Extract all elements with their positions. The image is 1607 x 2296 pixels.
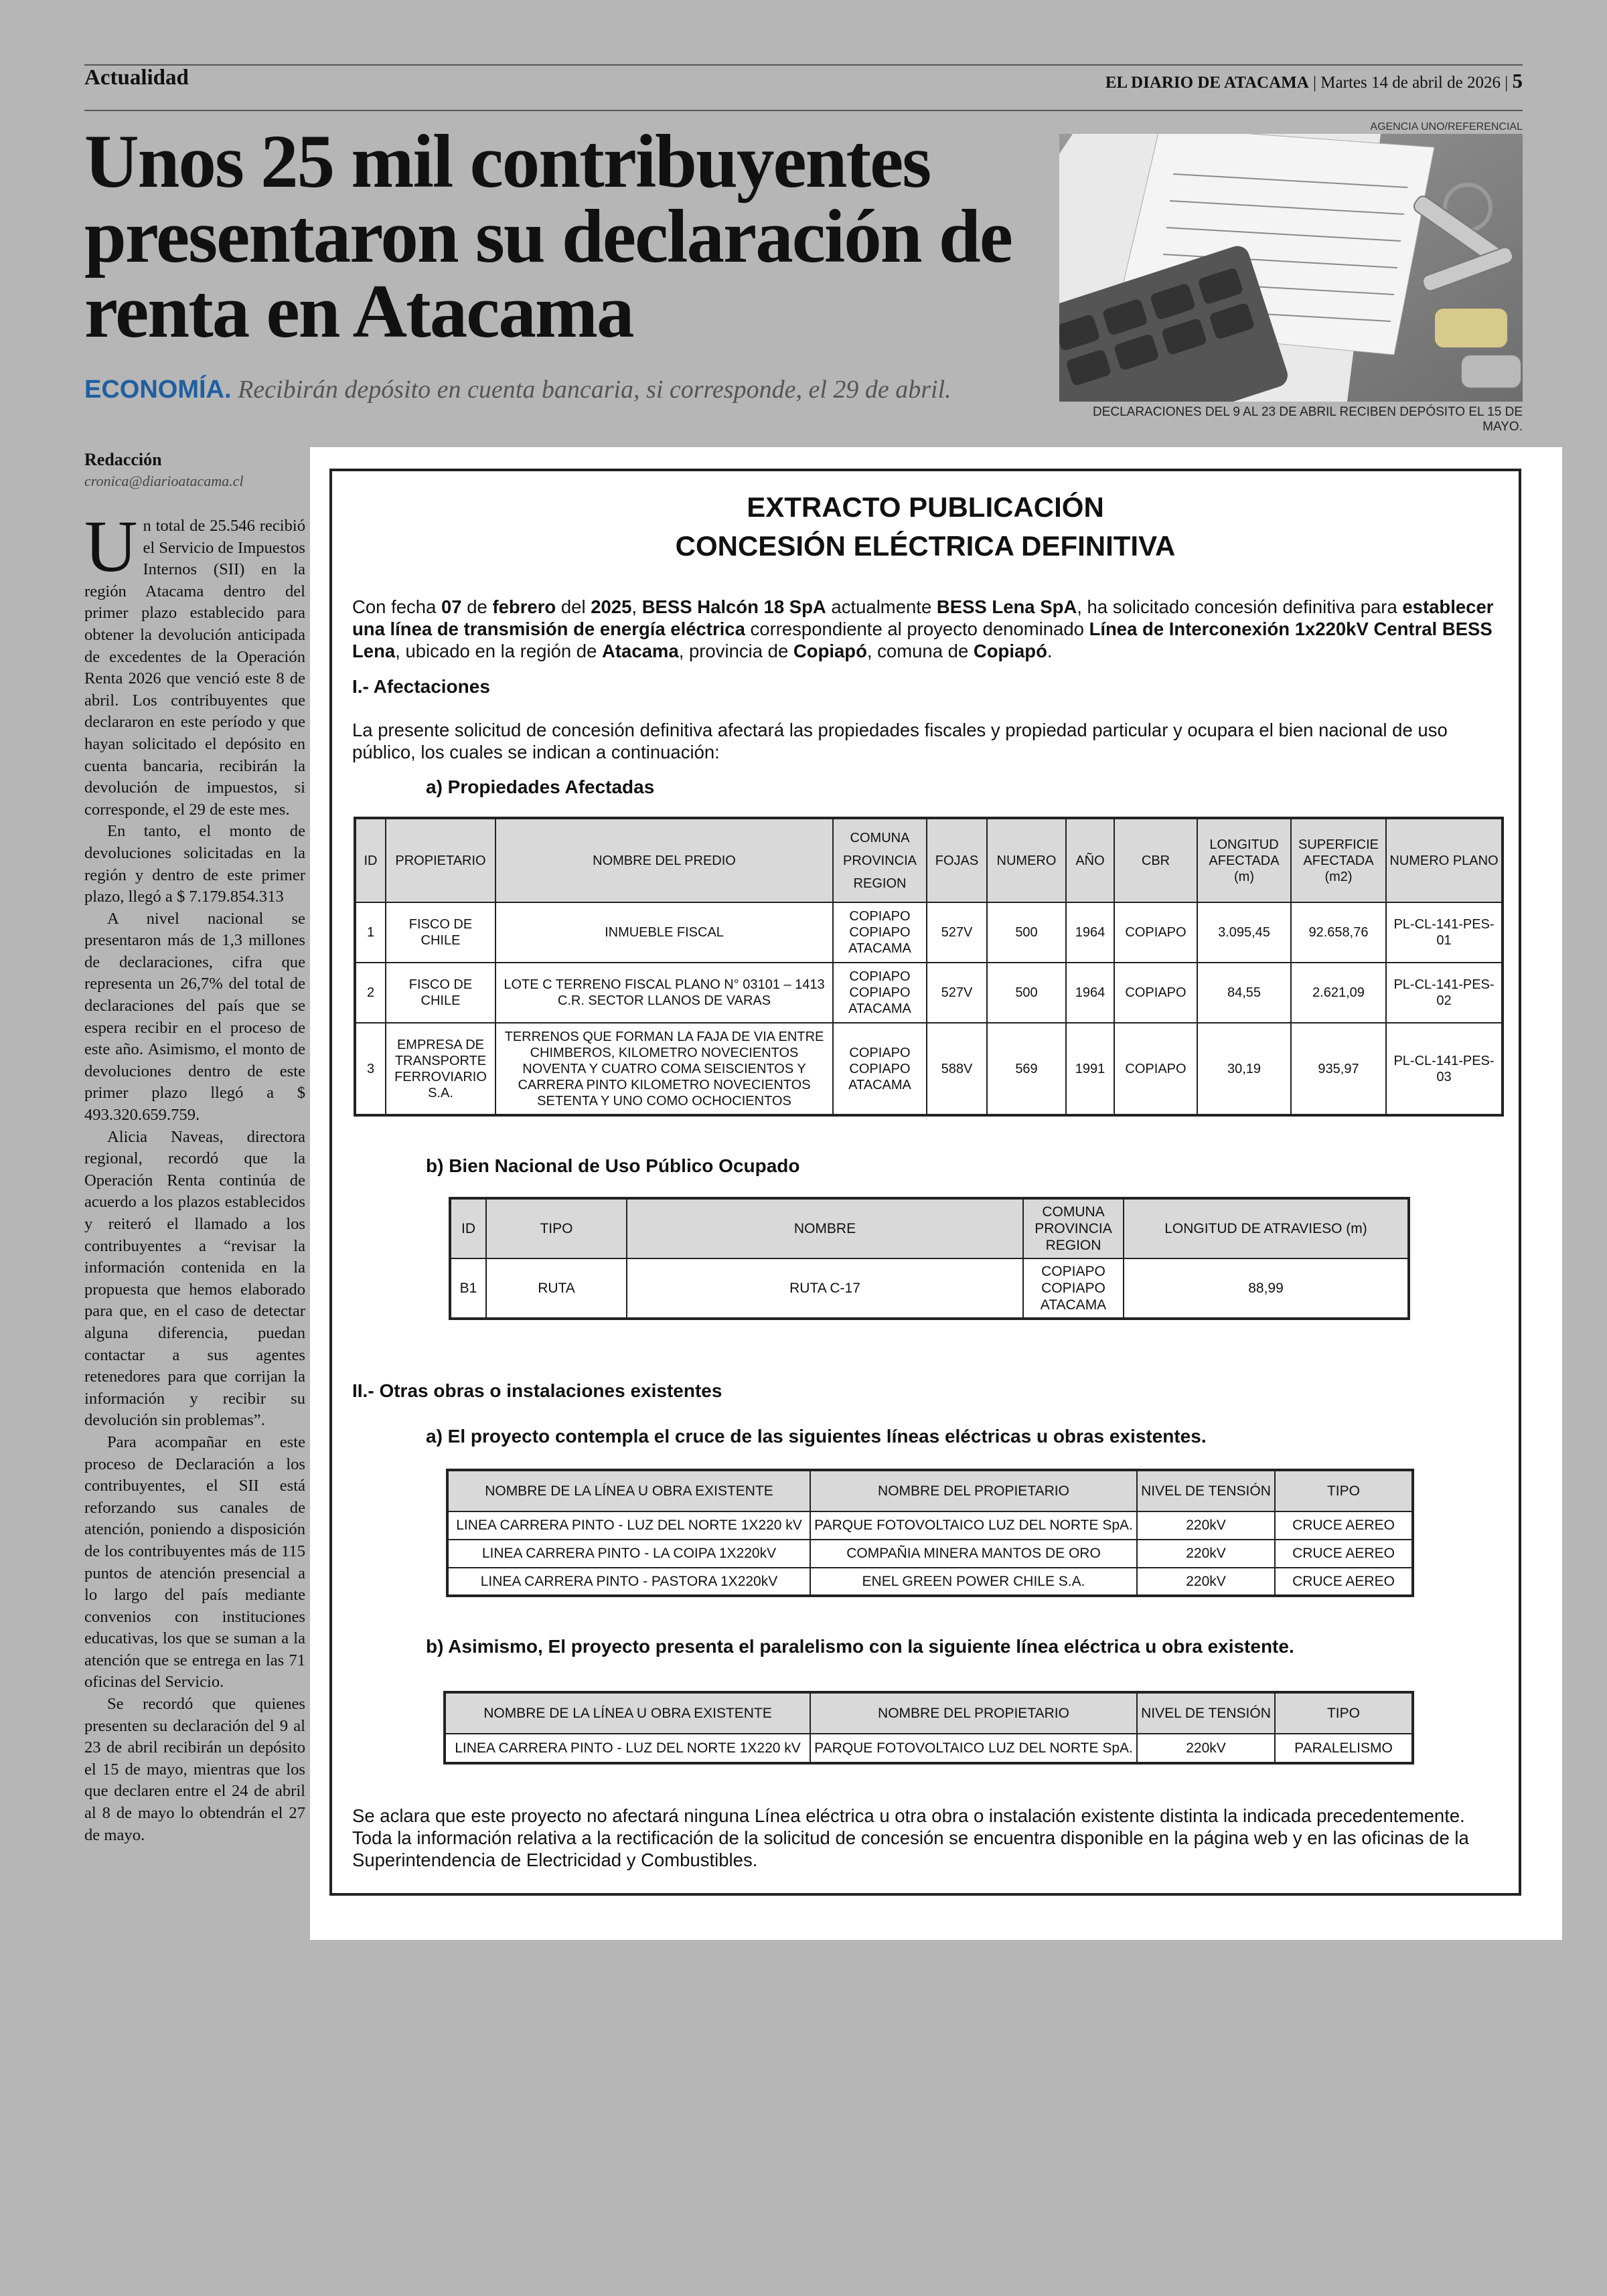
th-comuna: COMUNA PROVINCIA REGION [833, 818, 927, 902]
subsection-propiedades: a) Propiedades Afectadas [426, 776, 655, 797]
table-row: LINEA CARRERA PINTO - LUZ DEL NORTE 1X220 kV PARQUE FOTOVOLTAICO LUZ DEL NORTE SpA. 220kV PARALELISMO [445, 1734, 1413, 1763]
kicker [84, 375, 951, 404]
newspaper-name: EL DIARIO DE ATACAMA [1105, 74, 1309, 92]
notice-subtitle: CONCESIÓN ELÉCTRICA DEFINITIVA [675, 530, 1176, 562]
table-row: 3 EMPRESA DE TRANSPORTE FERROVIARIO S.A. TERRENOS QUE FORMAN LA FAJA DE VIA ENTRE CHIMBEROS, KILOMETRO NOVECIENTOS NOVENTA Y CUATRO COMA SEISCIENTOS Y CARRERA PINTO KILOMETRO NOVECIENTOS SETENTA Y UNO COMO OCHOCIENTOS COPIAPO COPIAPO ATACAMA 588V 569 1991 COPIAPO 30,19 935,97 PL-CL-141-PES-03 [355, 1023, 1503, 1115]
table-header-row: NOMBRE DE LA LÍNEA U OBRA EXISTENTE NOMBRE DEL PROPIETARIO NIVEL DE TENSIÓN TIPO [445, 1692, 1413, 1734]
th-cbr: CBR [1114, 818, 1197, 902]
section-afectaciones: I.- Afectaciones [352, 676, 490, 697]
article-paragraph: Se recordó que quienes presenten su declaración del 9 al 23 de abril recibirán un depósito el 15 de mayo, mientras que los que declaren entre el 24 de abril al 8 de mayo lo obtendrán el 27 de mayo. [84, 1695, 305, 1844]
page-number: 5 [1512, 69, 1523, 92]
issue-date: Martes 14 de abril de 2026 [1320, 74, 1501, 92]
section-otras-obras: II.- Otras obras o instalaciones existentes [352, 1380, 722, 1401]
properties-table [354, 817, 1504, 1117]
parallel-lines-table [443, 1691, 1414, 1765]
section-label: Actualidad [84, 66, 189, 90]
table-header-row: ID TIPO NOMBRE COMUNA PROVINCIA REGION LONGITUD DE ATRAVIESO (m) [450, 1198, 1409, 1258]
article-paragraph: Para acompañar en este proceso de Declaración a los contribuyentes, el SII está reforzando sus canales de atención, poniendo a disposición de los contribuyentes más de 115 puntos de atención presencial a lo largo del país mediante convenios con instituciones educativas, los que se suman a la atención que se entrega en las 71 oficinas del Servicio. [84, 1432, 305, 1692]
author-email[interactable]: cronica@diarioatacama.cl [84, 473, 244, 489]
kicker-text: Recibirán depósito en cuenta bancaria, si corresponde, el 29 de abril. [238, 376, 951, 404]
photo-caption: DECLARACIONES DEL 9 AL 23 DE ABRIL RECIBEN DEPÓSITO EL 15 DE MAYO. [1092, 405, 1523, 434]
table-header-row [355, 818, 1503, 902]
th-propietario: PROPIETARIO [386, 818, 495, 902]
header-rule [84, 110, 1523, 111]
th-nombre-predio: NOMBRE DEL PREDIO [495, 818, 833, 902]
th-fojas: FOJAS [927, 818, 987, 902]
table-row: 2 FISCO DE CHILE LOTE C TERRENO FISCAL PLANO N° 03101 – 1413 C.R. SECTOR LLANOS DE VARAS COPIAPO COPIAPO ATACAMA 527V 500 1964 COPIAPO 84,55 2.621,09 PL-CL-141-PES-02 [355, 963, 1503, 1023]
th-plano: NUMERO PLANO [1386, 818, 1503, 902]
legal-notice [329, 469, 1521, 1896]
table-row: 1 FISCO DE CHILE INMUEBLE FISCAL COPIAPO COPIAPO ATACAMA 527V 500 1964 COPIAPO 3.095,45 92.658,76 PL-CL-141-PES-01 [355, 902, 1503, 963]
article-paragraph: En tanto, el monto de devoluciones solicitadas en la región y dentro de este primer plazo, llegó a $ 7.179.854.313 [84, 822, 305, 906]
th-numero: NUMERO [987, 818, 1066, 902]
public-property-table [449, 1197, 1410, 1320]
byline: Redacción [84, 450, 162, 469]
table-row: LINEA CARRERA PINTO - LUZ DEL NORTE 1X220 kV PARQUE FOTOVOLTAICO LUZ DEL NORTE SpA. 220kV CRUCE AEREO [447, 1511, 1413, 1540]
table-row: LINEA CARRERA PINTO - PASTORA 1X220kV ENEL GREEN POWER CHILE S.A. 220kV CRUCE AEREO [447, 1568, 1413, 1596]
article-paragraph: A nivel nacional se presentaron más de 1,3 millones de declaraciones, cifra que representa un 26,7% del total de declaraciones del país que se espera recibir en el proceso de este año. Asimismo, el monto de devoluciones dentro de este primer plazo llegó a $ 493.320.659.759. [84, 909, 305, 1125]
article-paragraph: Alicia Naveas, directora regional, recordó que la Operación Renta continúa de acuerdo a los plazos establecidos y reiteró el llamado a los contribuyentes a “revisar la información contenida en la propuesta que hemos elaborado para que, en el caso de detectar alguna diferencia, puedan contactar a sus agentes retenedores para que corrijan la información y recibir su devolución sin problemas”. [84, 1127, 305, 1430]
table-row: LINEA CARRERA PINTO - LA COIPA 1X220kV COMPAÑIA MINERA MANTOS DE ORO 220kV CRUCE AEREO [447, 1540, 1413, 1568]
subsection-cruce: a) El proyecto contempla el cruce de las siguientes líneas eléctricas u obras existentes. [426, 1426, 1207, 1447]
notice-title: EXTRACTO PUBLICACIÓN [747, 491, 1104, 523]
crossing-lines-table [446, 1469, 1414, 1597]
top-rule [84, 64, 1523, 66]
th-id: ID [355, 818, 386, 902]
notice-intro: Con fecha 07 de febrero del 2025, BESS Halcón 18 SpA actualmente BESS Lena SpA, ha solicitado concesión definitiva para establecer una línea de transmisión de energía eléctrica correspondiente al proyecto denominado Línea de Interconexión 1x220kV Central BESS Lena, ubicado en la región de Atacama, provincia de Copiapó, comuna de Copiapó. [352, 596, 1494, 661]
subsection-paralelismo: b) Asimismo, El proyecto presenta el paralelismo con la siguiente línea eléctrica u obra existente. [426, 1636, 1294, 1657]
article-paragraph: Un total de 25.546 recibió el Servicio de Impuestos Internos (SII) en la región Atacama dentro del primer plazo establecido para obtener la devolución anticipada de excedentes de la Operación Renta 2026 que venció este 8 de abril. Los contribuyentes que declararon en este período y que hayan solicitado el depósito en cuenta bancaria, recibirán la devolución de impuestos, si corresponde, el 29 de este mes. [84, 505, 305, 819]
table-row: B1 RUTA RUTA C-17 COPIAPO COPIAPO ATACAMA 88,99 [450, 1258, 1409, 1319]
article-photo [1059, 134, 1523, 402]
kicker-tag: ECONOMÍA. [84, 376, 232, 404]
notice-closing: Se aclara que este proyecto no afectará ninguna Línea eléctrica u otra obra o instalación existente distinta la indicada precedentemente. Toda la información relativa a la rectificación de la solicitud de concesión se encuentra disponible en la página web y en las oficinas de la Superintendencia de Electricidad y Combustibles. [352, 1805, 1469, 1870]
photo-credit: AGENCIA UNO/REFERENCIAL [1370, 121, 1523, 133]
photo-illustration [1059, 134, 1523, 402]
article-body [84, 505, 305, 1846]
subsection-bien-nacional: b) Bien Nacional de Uso Público Ocupado [426, 1155, 800, 1176]
dropcap: U [84, 505, 138, 587]
afectaciones-text: La presente solicitud de concesión definitiva afectará las propiedades fiscales y propiedad particular y ocupara el bien nacional de uso público, los cuales se indican a continuación: [352, 720, 1448, 762]
th-superficie: SUPERFICIE AFECTADA (m2) [1291, 818, 1386, 902]
th-longitud: LONGITUD AFECTADA (m) [1197, 818, 1291, 902]
table-header-row: NOMBRE DE LA LÍNEA U OBRA EXISTENTE NOMBRE DEL PROPIETARIO NIVEL DE TENSIÓN TIPO [447, 1470, 1413, 1511]
masthead: EL DIARIO DE ATACAMA | Martes 14 de abril de 2026 | 5 [1105, 69, 1523, 92]
headline: Unos 25 mil contribuyentes presentaron su declaración de renta en Atacama [84, 120, 1012, 353]
th-anio: AÑO [1066, 818, 1114, 902]
